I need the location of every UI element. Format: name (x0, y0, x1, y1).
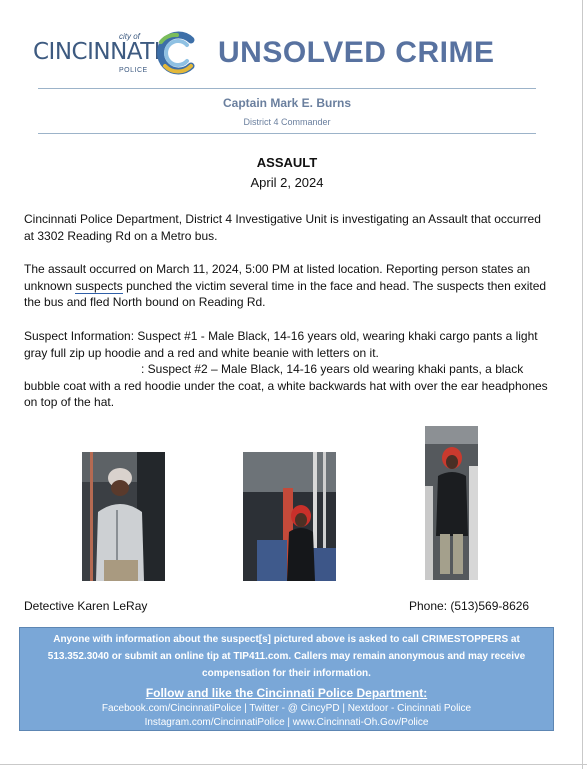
logo-dept: POLICE (119, 67, 148, 74)
crime-date: April 2, 2024 (250, 175, 324, 190)
spellcheck-marked-word: suspects (75, 278, 123, 293)
crime-type: ASSAULT (256, 155, 318, 170)
logo-city-of: city of (119, 32, 140, 41)
suspect-1-paragraph: Suspect Information: Suspect #1 - Male Black, 14-16 years old, wearing khaki cargo pants a light gray full zip up hoodie and a red and white beanie with letters on it. (24, 329, 538, 360)
commander-title: District 4 Commander (243, 117, 331, 127)
cincinnati-c-logo-icon (151, 28, 201, 78)
investigation-paragraph: Cincinnati Police Department, District 4 Investigative Unit is investigating an Assault that occurred at 3302 Reading Rd on a Metro bus. (24, 212, 541, 243)
social-links-line-1: Facebook.com/CincinnatiPolice | Twitter - @ CincyPD | Nextdoor - Cincinnati Police (101, 703, 472, 714)
incident-text-end: punched the victim several time in the face and head. The suspects then exited the bus and fled North bound on Reading Rd. (24, 278, 547, 309)
header-divider-bottom (38, 133, 536, 134)
page-edge-bottom (0, 764, 587, 765)
suspect-photo-3 (425, 426, 478, 580)
detective-name: Detective Karen LeRay (24, 599, 148, 613)
logo-city-name: CINCINNATI (33, 39, 161, 65)
detective-phone: Phone: (513)569-8626 (409, 599, 530, 613)
suspect-2-text: : Suspect #2 – Male Black, 14-16 years old wearing khaki pants, a black bubble coat with a red hoodie under the coat, a white backwards hat with over the ear headphones on top of the hat. (24, 362, 548, 409)
suspect-photo-1 (82, 452, 165, 581)
cincinnati-police-logo (33, 28, 201, 78)
suspect-2-paragraph (24, 361, 554, 411)
captain-name: Captain Mark E. Burns (222, 96, 352, 110)
incident-paragraph (24, 261, 554, 311)
page-headline: UNSOLVED CRIME (218, 36, 495, 69)
social-links-line-2: Instagram.com/CincinnatiPolice | www.Cincinnati-Oh.Gov/Police (144, 717, 429, 728)
page-edge-right (582, 0, 583, 769)
header-divider-top (38, 88, 536, 89)
tip-instructions: Anyone with information about the suspect[s] pictured above is asked to call CRIMESTOPPERS at 513.352.3040 or submit an online tip at TIP411.com. Callers may remain anonymous and may receive compensation for their information. (47, 634, 526, 679)
incident-text-start: The assault occurred on March 11, 2024, 5:00 PM at listed location. Reporting person states an unknown (24, 262, 531, 293)
crimestoppers-tip-box (19, 627, 554, 731)
follow-heading: Follow and like the Cincinnati Police Department: (145, 686, 428, 700)
suspect-photo-2 (243, 452, 336, 581)
